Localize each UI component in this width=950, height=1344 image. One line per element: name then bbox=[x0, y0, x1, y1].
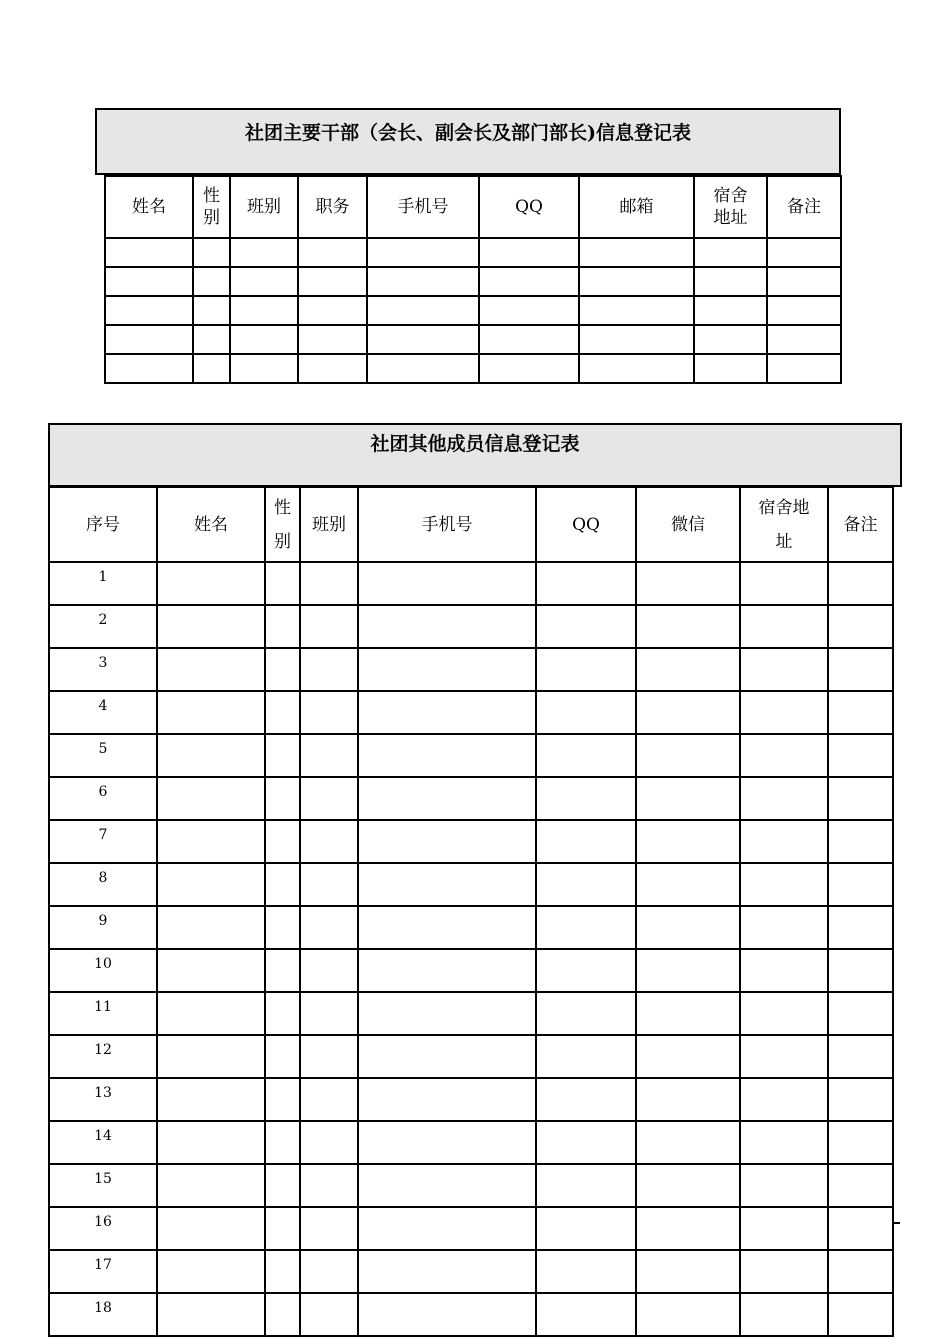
empty-cell[interactable] bbox=[265, 1250, 300, 1293]
empty-cell[interactable] bbox=[358, 777, 536, 820]
empty-cell[interactable] bbox=[536, 1035, 636, 1078]
empty-cell[interactable] bbox=[105, 238, 193, 267]
empty-cell[interactable] bbox=[694, 325, 767, 354]
header-gender: 性 别 bbox=[193, 176, 230, 238]
empty-cell[interactable] bbox=[358, 820, 536, 863]
empty-cell[interactable] bbox=[828, 906, 893, 949]
empty-cell[interactable] bbox=[740, 820, 828, 863]
empty-cell[interactable] bbox=[157, 1164, 265, 1207]
empty-cell[interactable] bbox=[105, 296, 193, 325]
empty-cell[interactable] bbox=[358, 863, 536, 906]
empty-cell[interactable] bbox=[358, 949, 536, 992]
header-gender: 性 别 bbox=[265, 487, 300, 562]
empty-cell[interactable] bbox=[828, 777, 893, 820]
empty-cell[interactable] bbox=[536, 820, 636, 863]
empty-cell[interactable] bbox=[536, 648, 636, 691]
header-phone: 手机号 bbox=[358, 487, 536, 562]
empty-cell[interactable] bbox=[300, 777, 358, 820]
table-row bbox=[49, 1207, 893, 1250]
empty-cell[interactable] bbox=[767, 354, 841, 383]
empty-cell[interactable] bbox=[740, 949, 828, 992]
table-row bbox=[49, 648, 893, 691]
empty-cell[interactable] bbox=[358, 562, 536, 605]
empty-cell[interactable] bbox=[579, 354, 694, 383]
row-number: 4 bbox=[49, 691, 157, 734]
empty-cell[interactable] bbox=[579, 267, 694, 296]
empty-cell[interactable] bbox=[265, 949, 300, 992]
empty-cell[interactable] bbox=[479, 325, 579, 354]
empty-cell[interactable] bbox=[536, 1164, 636, 1207]
empty-cell[interactable] bbox=[157, 863, 265, 906]
empty-cell[interactable] bbox=[298, 296, 367, 325]
empty-cell[interactable] bbox=[265, 734, 300, 777]
row-number: 5 bbox=[49, 734, 157, 777]
empty-cell[interactable] bbox=[358, 1121, 536, 1164]
empty-cell[interactable] bbox=[358, 1207, 536, 1250]
empty-cell[interactable] bbox=[265, 992, 300, 1035]
empty-cell[interactable] bbox=[740, 1035, 828, 1078]
empty-cell[interactable] bbox=[740, 648, 828, 691]
empty-cell[interactable] bbox=[636, 734, 740, 777]
empty-cell[interactable] bbox=[358, 1164, 536, 1207]
empty-cell[interactable] bbox=[536, 1078, 636, 1121]
empty-cell[interactable] bbox=[828, 1250, 893, 1293]
row-number: 12 bbox=[49, 1035, 157, 1078]
empty-cell[interactable] bbox=[157, 1121, 265, 1164]
empty-cell[interactable] bbox=[367, 267, 479, 296]
table-row bbox=[49, 1293, 893, 1336]
empty-cell[interactable] bbox=[636, 562, 740, 605]
empty-cell[interactable] bbox=[479, 238, 579, 267]
header-dorm: 宿舍 地址 bbox=[694, 176, 767, 238]
empty-cell[interactable] bbox=[157, 1250, 265, 1293]
empty-cell[interactable] bbox=[740, 1250, 828, 1293]
edge-mark bbox=[892, 1222, 900, 1224]
table-row bbox=[105, 354, 841, 383]
empty-cell[interactable] bbox=[265, 1293, 300, 1336]
empty-cell[interactable] bbox=[636, 863, 740, 906]
header-class: 班别 bbox=[230, 176, 298, 238]
empty-cell[interactable] bbox=[157, 1035, 265, 1078]
table-row bbox=[49, 906, 893, 949]
empty-cell[interactable] bbox=[157, 777, 265, 820]
empty-cell[interactable] bbox=[157, 562, 265, 605]
empty-cell[interactable] bbox=[358, 605, 536, 648]
empty-cell[interactable] bbox=[157, 605, 265, 648]
empty-cell[interactable] bbox=[300, 1293, 358, 1336]
empty-cell[interactable] bbox=[265, 1164, 300, 1207]
empty-cell[interactable] bbox=[157, 949, 265, 992]
empty-cell[interactable] bbox=[828, 605, 893, 648]
empty-cell[interactable] bbox=[636, 777, 740, 820]
empty-cell[interactable] bbox=[358, 1078, 536, 1121]
empty-cell[interactable] bbox=[479, 267, 579, 296]
empty-cell[interactable] bbox=[193, 296, 230, 325]
empty-cell[interactable] bbox=[767, 267, 841, 296]
empty-cell[interactable] bbox=[265, 777, 300, 820]
row-number: 3 bbox=[49, 648, 157, 691]
table-row bbox=[49, 863, 893, 906]
header-qq: QQ bbox=[479, 176, 579, 238]
row-number: 13 bbox=[49, 1078, 157, 1121]
empty-cell[interactable] bbox=[300, 648, 358, 691]
empty-cell[interactable] bbox=[740, 691, 828, 734]
table-row bbox=[49, 1121, 893, 1164]
empty-cell[interactable] bbox=[265, 562, 300, 605]
empty-cell[interactable] bbox=[694, 354, 767, 383]
empty-cell[interactable] bbox=[536, 777, 636, 820]
empty-cell[interactable] bbox=[636, 992, 740, 1035]
empty-cell[interactable] bbox=[694, 267, 767, 296]
header-name: 姓名 bbox=[105, 176, 193, 238]
empty-cell[interactable] bbox=[740, 777, 828, 820]
header-position: 职务 bbox=[298, 176, 367, 238]
table-row bbox=[105, 238, 841, 267]
empty-cell[interactable] bbox=[828, 1078, 893, 1121]
empty-cell[interactable] bbox=[579, 325, 694, 354]
empty-cell[interactable] bbox=[740, 1207, 828, 1250]
empty-cell[interactable] bbox=[740, 863, 828, 906]
empty-cell[interactable] bbox=[300, 992, 358, 1035]
empty-cell[interactable] bbox=[367, 354, 479, 383]
empty-cell[interactable] bbox=[300, 906, 358, 949]
empty-cell[interactable] bbox=[300, 820, 358, 863]
empty-cell[interactable] bbox=[298, 354, 367, 383]
empty-cell[interactable] bbox=[828, 1035, 893, 1078]
empty-cell[interactable] bbox=[358, 1250, 536, 1293]
empty-cell[interactable] bbox=[740, 906, 828, 949]
row-number: 8 bbox=[49, 863, 157, 906]
row-number: 1 bbox=[49, 562, 157, 605]
empty-cell[interactable] bbox=[636, 605, 740, 648]
empty-cell[interactable] bbox=[367, 296, 479, 325]
empty-cell[interactable] bbox=[828, 1293, 893, 1336]
table-row bbox=[105, 296, 841, 325]
table-row bbox=[49, 1078, 893, 1121]
empty-cell[interactable] bbox=[636, 1078, 740, 1121]
table-row bbox=[49, 562, 893, 605]
empty-cell[interactable] bbox=[636, 648, 740, 691]
empty-cell[interactable] bbox=[358, 1293, 536, 1336]
empty-cell[interactable] bbox=[536, 949, 636, 992]
empty-cell[interactable] bbox=[767, 325, 841, 354]
row-number: 11 bbox=[49, 992, 157, 1035]
empty-cell[interactable] bbox=[265, 820, 300, 863]
empty-cell[interactable] bbox=[828, 648, 893, 691]
empty-cell[interactable] bbox=[193, 325, 230, 354]
empty-cell[interactable] bbox=[265, 1207, 300, 1250]
empty-cell[interactable] bbox=[300, 1078, 358, 1121]
empty-cell[interactable] bbox=[828, 734, 893, 777]
empty-cell[interactable] bbox=[157, 691, 265, 734]
empty-cell[interactable] bbox=[157, 1207, 265, 1250]
empty-cell[interactable] bbox=[828, 562, 893, 605]
table-row bbox=[49, 777, 893, 820]
empty-cell[interactable] bbox=[636, 1121, 740, 1164]
empty-cell[interactable] bbox=[536, 1207, 636, 1250]
empty-cell[interactable] bbox=[636, 1207, 740, 1250]
row-number: 10 bbox=[49, 949, 157, 992]
empty-cell[interactable] bbox=[358, 648, 536, 691]
empty-cell[interactable] bbox=[300, 1207, 358, 1250]
table-row bbox=[105, 325, 841, 354]
empty-cell[interactable] bbox=[536, 992, 636, 1035]
empty-cell[interactable] bbox=[157, 992, 265, 1035]
empty-cell[interactable] bbox=[740, 605, 828, 648]
empty-cell[interactable] bbox=[230, 296, 298, 325]
empty-cell[interactable] bbox=[740, 734, 828, 777]
table-row bbox=[49, 949, 893, 992]
empty-cell[interactable] bbox=[479, 354, 579, 383]
empty-cell[interactable] bbox=[300, 1164, 358, 1207]
header-class: 班别 bbox=[300, 487, 358, 562]
table-row bbox=[49, 734, 893, 777]
empty-cell[interactable] bbox=[358, 1035, 536, 1078]
empty-cell[interactable] bbox=[536, 863, 636, 906]
member-table-title: 社团其他成员信息登记表 bbox=[48, 423, 902, 487]
empty-cell[interactable] bbox=[300, 562, 358, 605]
table-row bbox=[49, 1250, 893, 1293]
empty-cell[interactable] bbox=[265, 605, 300, 648]
header-qq: QQ bbox=[536, 487, 636, 562]
empty-cell[interactable] bbox=[265, 1078, 300, 1121]
empty-cell[interactable] bbox=[300, 1250, 358, 1293]
empty-cell[interactable] bbox=[828, 820, 893, 863]
empty-cell[interactable] bbox=[265, 863, 300, 906]
empty-cell[interactable] bbox=[828, 949, 893, 992]
empty-cell[interactable] bbox=[636, 1164, 740, 1207]
empty-cell[interactable] bbox=[694, 296, 767, 325]
empty-cell[interactable] bbox=[265, 1121, 300, 1164]
empty-cell[interactable] bbox=[300, 734, 358, 777]
table-row bbox=[49, 605, 893, 648]
empty-cell[interactable] bbox=[105, 325, 193, 354]
empty-cell[interactable] bbox=[300, 863, 358, 906]
empty-cell[interactable] bbox=[636, 1035, 740, 1078]
members-table bbox=[48, 486, 894, 1337]
empty-cell[interactable] bbox=[536, 691, 636, 734]
empty-cell[interactable] bbox=[298, 267, 367, 296]
row-number: 17 bbox=[49, 1250, 157, 1293]
empty-cell[interactable] bbox=[579, 238, 694, 267]
empty-cell[interactable] bbox=[300, 1035, 358, 1078]
empty-cell[interactable] bbox=[265, 906, 300, 949]
row-number: 6 bbox=[49, 777, 157, 820]
table-row bbox=[49, 992, 893, 1035]
empty-cell[interactable] bbox=[230, 325, 298, 354]
empty-cell[interactable] bbox=[105, 354, 193, 383]
table-row bbox=[105, 267, 841, 296]
header-email: 邮箱 bbox=[579, 176, 694, 238]
empty-cell[interactable] bbox=[358, 992, 536, 1035]
main-officers-table bbox=[104, 175, 842, 384]
empty-cell[interactable] bbox=[265, 648, 300, 691]
empty-cell[interactable] bbox=[828, 1207, 893, 1250]
main-table-title: 社团主要干部（会长、副会长及部门部长)信息登记表 bbox=[95, 108, 841, 175]
empty-cell[interactable] bbox=[230, 354, 298, 383]
empty-cell[interactable] bbox=[767, 296, 841, 325]
empty-cell[interactable] bbox=[740, 992, 828, 1035]
header-phone: 手机号 bbox=[367, 176, 479, 238]
empty-cell[interactable] bbox=[536, 1293, 636, 1336]
empty-cell[interactable] bbox=[740, 1164, 828, 1207]
empty-cell[interactable] bbox=[740, 562, 828, 605]
header-remarks: 备注 bbox=[828, 487, 893, 562]
row-number: 2 bbox=[49, 605, 157, 648]
empty-cell[interactable] bbox=[636, 1250, 740, 1293]
empty-cell[interactable] bbox=[828, 1121, 893, 1164]
empty-cell[interactable] bbox=[300, 949, 358, 992]
empty-cell[interactable] bbox=[767, 238, 841, 267]
empty-cell[interactable] bbox=[230, 267, 298, 296]
empty-cell[interactable] bbox=[300, 605, 358, 648]
empty-cell[interactable] bbox=[358, 906, 536, 949]
empty-cell[interactable] bbox=[536, 605, 636, 648]
row-number: 18 bbox=[49, 1293, 157, 1336]
header-name: 姓名 bbox=[157, 487, 265, 562]
empty-cell[interactable] bbox=[157, 1078, 265, 1121]
header-remarks: 备注 bbox=[767, 176, 841, 238]
empty-cell[interactable] bbox=[298, 238, 367, 267]
empty-cell[interactable] bbox=[536, 562, 636, 605]
empty-cell[interactable] bbox=[265, 691, 300, 734]
empty-cell[interactable] bbox=[740, 1293, 828, 1336]
empty-cell[interactable] bbox=[536, 734, 636, 777]
table-row bbox=[49, 820, 893, 863]
row-number: 15 bbox=[49, 1164, 157, 1207]
row-number: 7 bbox=[49, 820, 157, 863]
empty-cell[interactable] bbox=[193, 354, 230, 383]
empty-cell[interactable] bbox=[300, 1121, 358, 1164]
empty-cell[interactable] bbox=[740, 1121, 828, 1164]
empty-cell[interactable] bbox=[367, 325, 479, 354]
empty-cell[interactable] bbox=[636, 820, 740, 863]
empty-cell[interactable] bbox=[157, 648, 265, 691]
empty-cell[interactable] bbox=[298, 325, 367, 354]
table-row bbox=[49, 1164, 893, 1207]
empty-cell[interactable] bbox=[536, 1121, 636, 1164]
header-index: 序号 bbox=[49, 487, 157, 562]
row-number: 16 bbox=[49, 1207, 157, 1250]
empty-cell[interactable] bbox=[828, 1164, 893, 1207]
empty-cell[interactable] bbox=[300, 691, 358, 734]
empty-cell[interactable] bbox=[740, 1078, 828, 1121]
empty-cell[interactable] bbox=[367, 238, 479, 267]
empty-cell[interactable] bbox=[193, 267, 230, 296]
empty-cell[interactable] bbox=[636, 906, 740, 949]
empty-cell[interactable] bbox=[636, 949, 740, 992]
empty-cell[interactable] bbox=[193, 238, 230, 267]
empty-cell[interactable] bbox=[536, 906, 636, 949]
empty-cell[interactable] bbox=[358, 734, 536, 777]
empty-cell[interactable] bbox=[579, 296, 694, 325]
empty-cell[interactable] bbox=[157, 734, 265, 777]
empty-cell[interactable] bbox=[358, 691, 536, 734]
empty-cell[interactable] bbox=[828, 992, 893, 1035]
empty-cell[interactable] bbox=[536, 1250, 636, 1293]
empty-cell[interactable] bbox=[636, 1293, 740, 1336]
empty-cell[interactable] bbox=[157, 820, 265, 863]
table-row bbox=[49, 691, 893, 734]
row-number: 9 bbox=[49, 906, 157, 949]
empty-cell[interactable] bbox=[828, 691, 893, 734]
empty-cell[interactable] bbox=[828, 863, 893, 906]
header-wechat: 微信 bbox=[636, 487, 740, 562]
empty-cell[interactable] bbox=[636, 691, 740, 734]
empty-cell[interactable] bbox=[105, 267, 193, 296]
empty-cell[interactable] bbox=[230, 238, 298, 267]
empty-cell[interactable] bbox=[694, 238, 767, 267]
empty-cell[interactable] bbox=[157, 1293, 265, 1336]
row-number: 14 bbox=[49, 1121, 157, 1164]
header-dorm: 宿舍地 址 bbox=[740, 487, 828, 562]
empty-cell[interactable] bbox=[265, 1035, 300, 1078]
empty-cell[interactable] bbox=[157, 906, 265, 949]
empty-cell[interactable] bbox=[479, 296, 579, 325]
table-row bbox=[49, 1035, 893, 1078]
